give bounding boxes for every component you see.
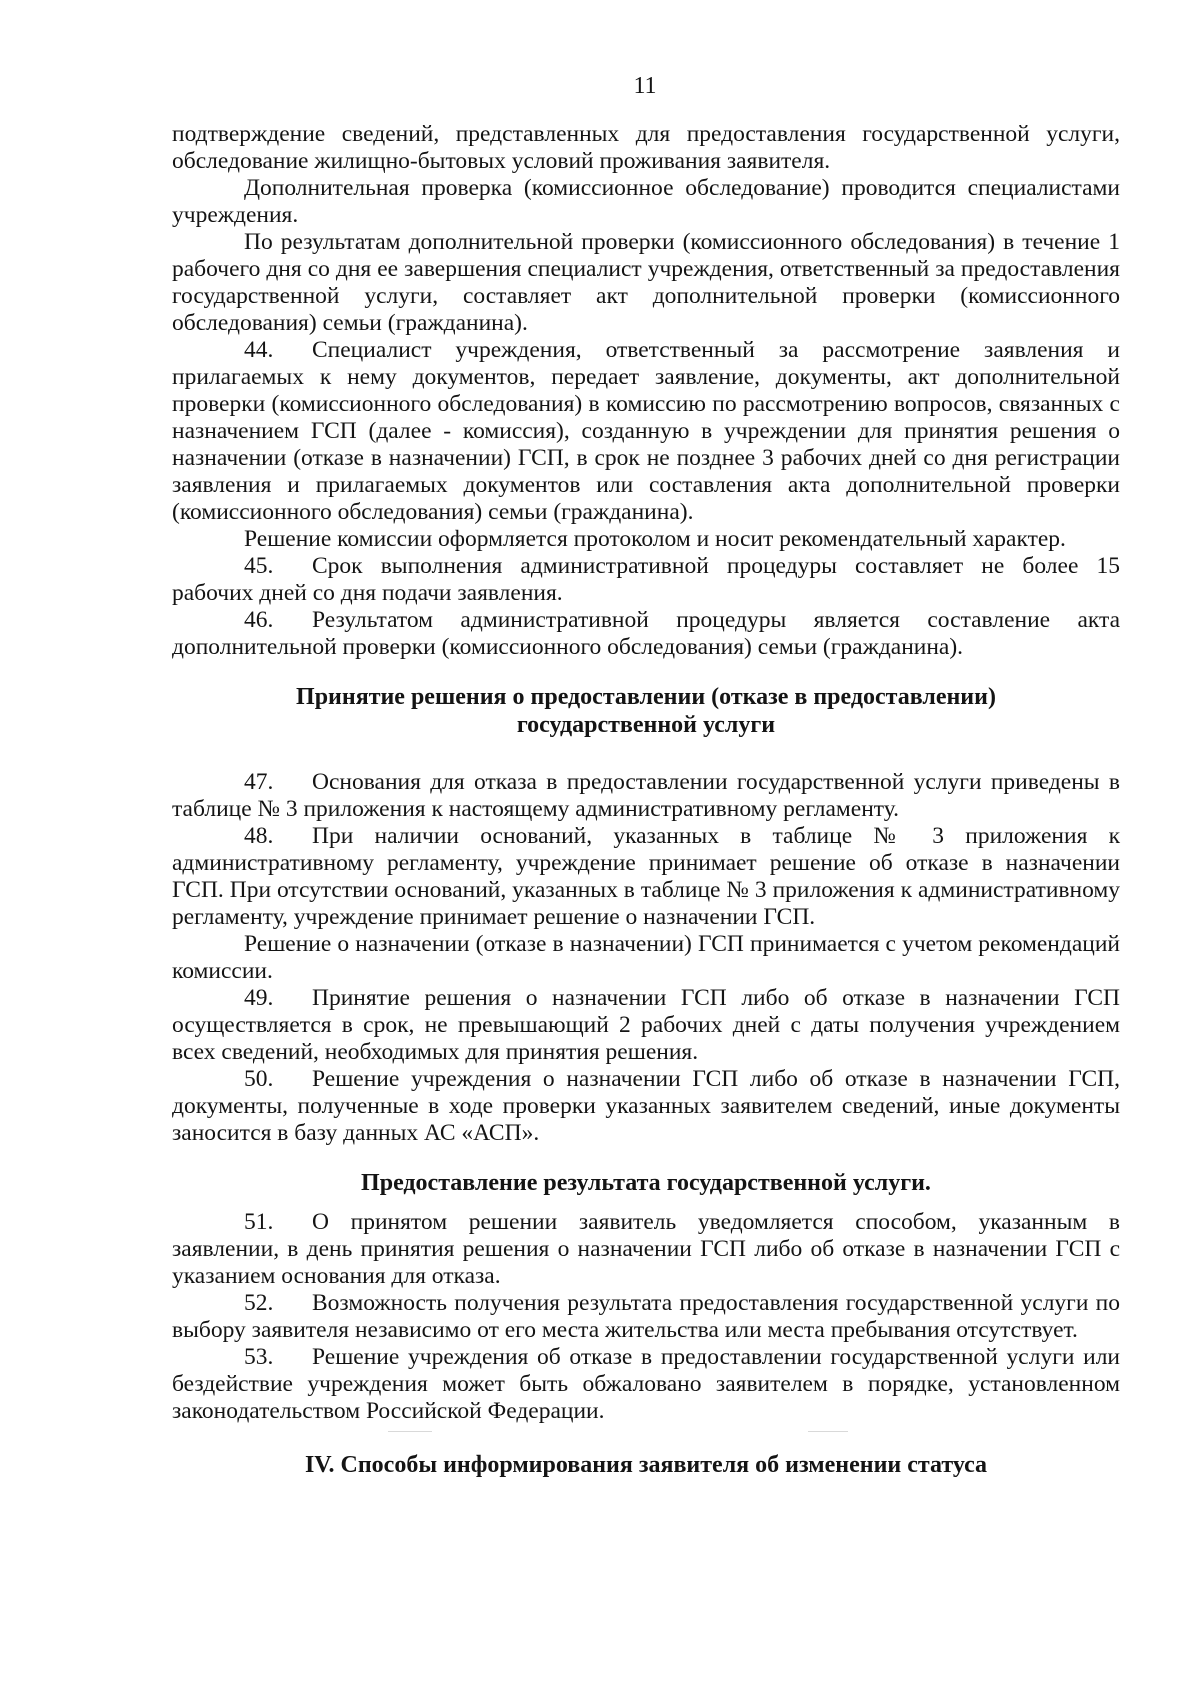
paragraph-number: 45. [244,553,274,579]
paragraph-number: 53. [244,1344,274,1370]
numbered-paragraph-49 [172,985,1120,1066]
paragraph: Дополнительная проверка (комиссионное обследование) проводится специалистами учреждения. [172,175,1120,228]
paragraph-number: 48. [244,823,274,849]
paragraph: По результатам дополнительной проверки (комиссионного обследования) в течение 1 рабочего дня со дня ее завершения специалист учреждения, ответственный за предоставления государственной услуги, составляет акт дополнительной проверки (комиссионного обследования) семьи (гражданина). [172,229,1120,336]
heading-line: Принятие решения о предоставлении (отказе в предоставлении) [296,684,996,710]
heading-line: государственной услуги [516,712,776,738]
paragraph: Решение о назначении (отказе в назначении) ГСП принимается с учетом рекомендаций комиссии. [172,931,1120,984]
paragraph-number: 47. [244,769,274,795]
numbered-paragraph-48 [172,823,1120,931]
chapter-heading: IV. Способы информирования заявителя об изменении статуса [304,1452,988,1478]
section-heading: Предоставление результата государственной услуги. [361,1170,931,1196]
paragraph-text: Решение учреждения о назначении ГСП либо об отказе в назначении ГСП, документы, полученные в ходе проверки указанных заявителем сведений, иные документы заносится в базу данных АС «АСП». [172,1066,1120,1146]
paragraph-text: О принятом решении заявитель уведомляется способом, указанным в заявлении, в день принятия решения о назначении ГСП либо об отказе в назначении ГСП с указанием основания для отказа. [172,1209,1120,1289]
page-number: 11 [633,73,657,99]
paragraph-text: Принятие решения о назначении ГСП либо об отказе в назначении ГСП осуществляется в срок, не превышающий 2 рабочих дней с даты получения учреждением всех сведений, необходимых для принятия решения. [172,985,1120,1065]
scan-artifact [388,1431,432,1432]
numbered-paragraph-53 [172,1344,1120,1425]
numbered-paragraph-52 [172,1290,1120,1344]
paragraph-number: 50. [244,1066,274,1092]
paragraph-text: Специалист учреждения, ответственный за рассмотрение заявления и прилагаемых к нему документов, передает заявление, документы, акт дополнительной проверки (комиссионного обследования) в комиссию по рассмотрению вопросов, связанных с назначением ГСП (далее - комиссия), созданную в учреждении для принятия решения о назначении (отказе в назначении) ГСП, в срок не позднее 3 рабочих дней со дня регистрации заявления и прилагаемых документов или составления акта дополнительной проверки (комиссионного обследования) семьи (гражданина). [172,337,1120,525]
paragraph-number: 46. [244,607,274,633]
paragraph-number: 49. [244,985,274,1011]
paragraph-text: Возможность получения результата предоставления государственной услуги по выбору заявителя независимо от его места жительства или места пребывания отсутствует. [172,1290,1120,1343]
numbered-paragraph-45 [172,553,1120,607]
paragraph: Решение комиссии оформляется протоколом и носит рекомендательный характер. [244,526,1066,552]
paragraph-number: 44. [244,337,274,363]
paragraph-text: Основания для отказа в предоставлении государственной услуги приведены в таблице № 3 приложения к настоящему административному регламенту. [172,769,1120,822]
paragraph-text: Результатом административной процедуры является составление акта дополнительной проверки (комиссионного обследования) семьи (гражданина). [172,607,1120,660]
paragraph-text: Решение учреждения об отказе в предоставлении государственной услуги или бездействие учреждения может быть обжаловано заявителем в порядке, установленном законодательством Российской Федерации. [172,1344,1120,1424]
section-heading [172,683,1120,739]
numbered-paragraph-50 [172,1066,1120,1147]
numbered-paragraph-51 [172,1209,1120,1290]
paragraph-number: 51. [244,1209,274,1235]
scan-artifact [808,1431,848,1432]
numbered-paragraph-46 [172,607,1120,661]
numbered-paragraph-44 [172,337,1120,526]
paragraph-text: При наличии оснований, указанных в таблице № 3 приложения к административному регламенту, учреждение принимает решение об отказе в назначении ГСП. При отсутствии оснований, указанных в таблице № 3 приложения к административному регламенту, учреждение принимает решение о назначении ГСП. [172,823,1120,930]
paragraph-number: 52. [244,1290,274,1316]
body-text [172,121,1120,1479]
paragraph-text: Срок выполнения административной процедуры составляет не более 15 рабочих дней со дня подачи заявления. [172,553,1120,606]
numbered-paragraph-47 [172,769,1120,823]
paragraph: подтверждение сведений, представленных для предоставления государственной услуги, обследование жилищно-бытовых условий проживания заявителя. [172,121,1120,174]
